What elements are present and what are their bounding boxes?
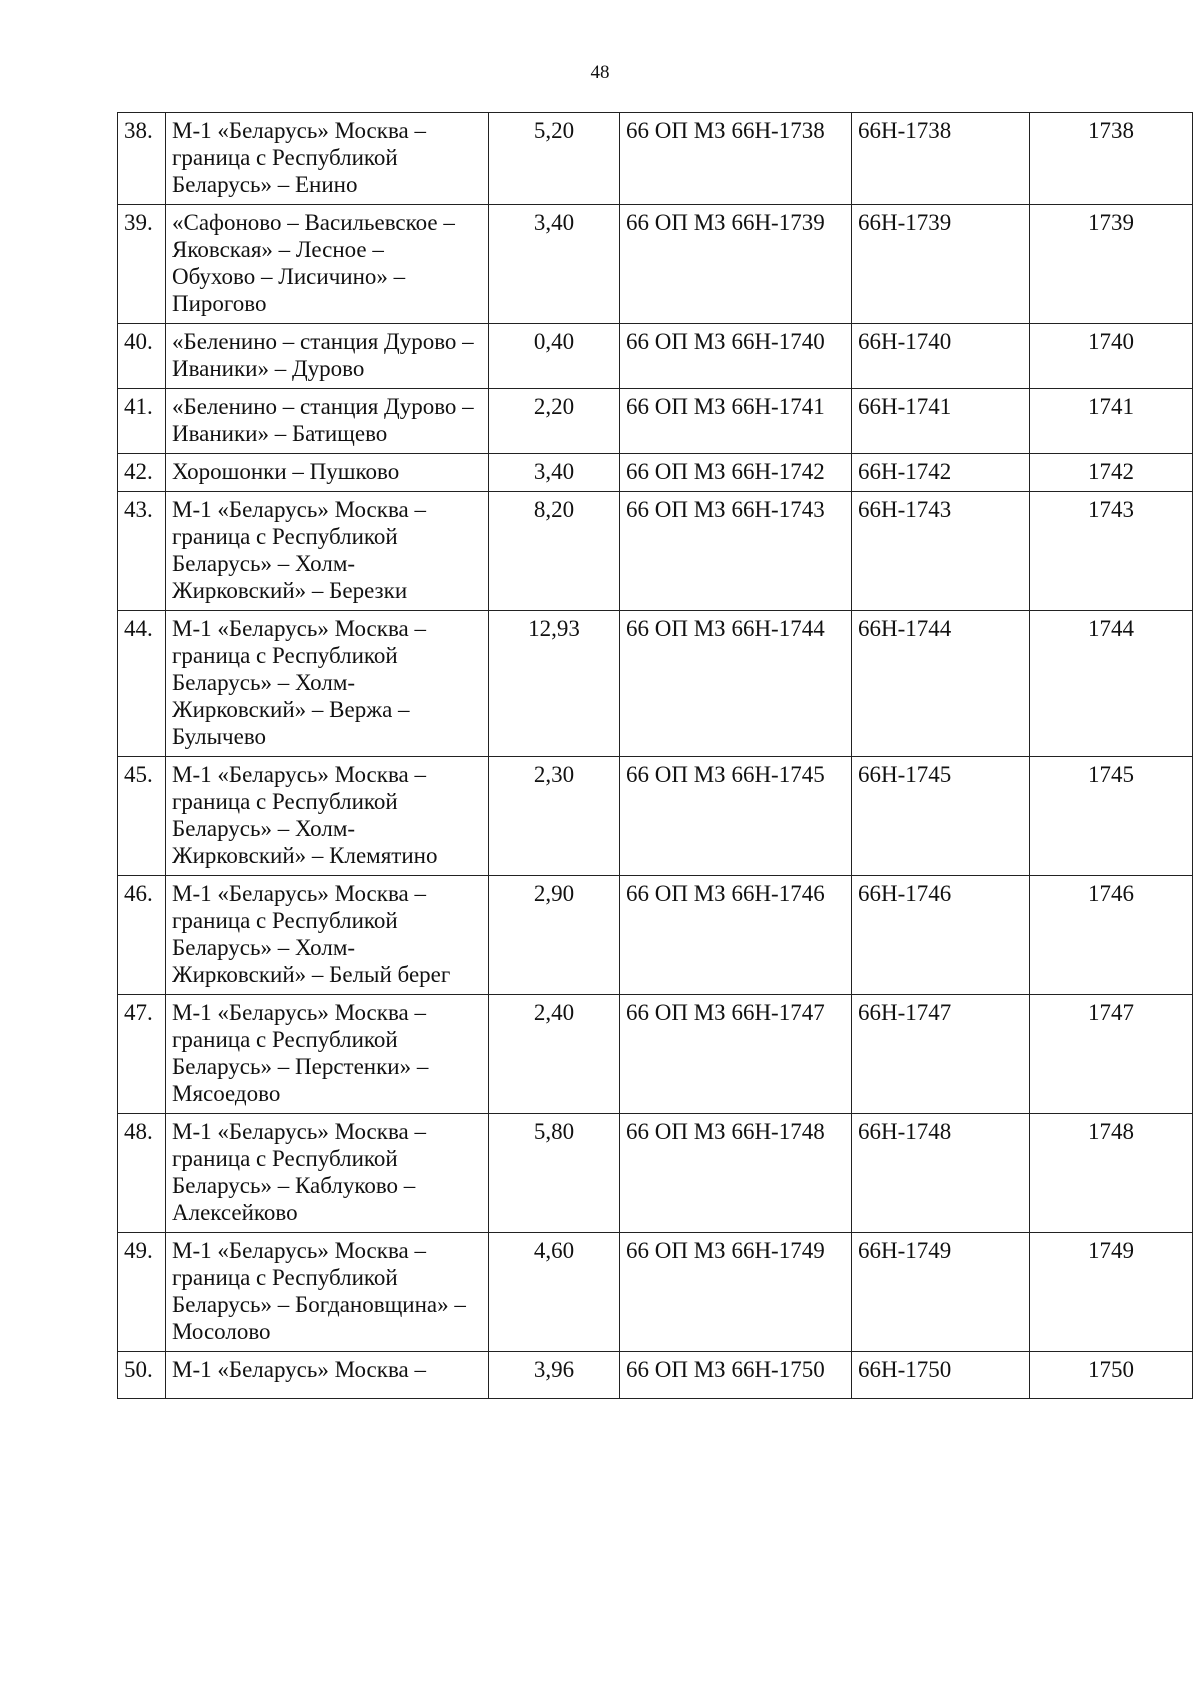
table-row (118, 1114, 1193, 1233)
road-registry-number: 1747 (1030, 995, 1193, 1114)
road-name-line: Жирковский» – Клемятино (172, 843, 438, 868)
road-length: 0,40 (489, 324, 620, 389)
row-number: 49. (118, 1233, 166, 1352)
table-row (118, 876, 1193, 995)
road-name-line: «Беленино – станция Дурово – (172, 394, 474, 419)
road-name-line: М-1 «Беларусь» Москва – (172, 118, 426, 143)
road-length: 3,40 (489, 205, 620, 324)
table-row (118, 205, 1193, 324)
roads-table-body (118, 113, 1193, 1399)
page-number: 48 (590, 62, 610, 83)
road-identifier: 66 ОП МЗ 66Н-1746 (620, 876, 852, 995)
road-name (166, 1114, 489, 1233)
road-code: 66Н-1739 (852, 205, 1030, 324)
road-identifier: 66 ОП МЗ 66Н-1740 (620, 324, 852, 389)
road-name (166, 324, 489, 389)
road-name-line: Беларусь» – Енино (172, 172, 358, 197)
road-length: 5,20 (489, 113, 620, 205)
road-name-line: М-1 «Беларусь» Москва – (172, 1238, 426, 1263)
road-name-line: М-1 «Беларусь» Москва – (172, 497, 426, 522)
road-name-line: Жирковский» – Вержа – (172, 697, 410, 722)
road-length: 3,40 (489, 454, 620, 492)
road-code: 66Н-1748 (852, 1114, 1030, 1233)
road-identifier: 66 ОП МЗ 66Н-1747 (620, 995, 852, 1114)
road-identifier: 66 ОП МЗ 66Н-1743 (620, 492, 852, 611)
road-name (166, 876, 489, 995)
road-code: 66Н-1743 (852, 492, 1030, 611)
table-row (118, 995, 1193, 1114)
road-name (166, 1352, 489, 1399)
road-name-line: М-1 «Беларусь» Москва – (172, 762, 426, 787)
road-registry-number: 1740 (1030, 324, 1193, 389)
road-length: 8,20 (489, 492, 620, 611)
road-name-line: Иваники» – Дурово (172, 356, 365, 381)
road-name-line: Яковская» – Лесное – (172, 237, 384, 262)
road-name-line: М-1 «Беларусь» Москва – (172, 881, 426, 906)
road-name-line: Мясоедово (172, 1081, 281, 1106)
table-row (118, 1352, 1193, 1399)
table-row (118, 389, 1193, 454)
table-row (118, 757, 1193, 876)
road-registry-number: 1745 (1030, 757, 1193, 876)
road-name-line: Беларусь» – Богдановщина» – (172, 1292, 466, 1317)
row-number: 38. (118, 113, 166, 205)
road-length: 12,93 (489, 611, 620, 757)
road-length: 2,90 (489, 876, 620, 995)
road-name-line: Булычево (172, 724, 267, 749)
table-row (118, 113, 1193, 205)
road-registry-number: 1749 (1030, 1233, 1193, 1352)
road-code: 66Н-1744 (852, 611, 1030, 757)
road-identifier: 66 ОП МЗ 66Н-1749 (620, 1233, 852, 1352)
road-name (166, 454, 489, 492)
road-registry-number: 1743 (1030, 492, 1193, 611)
road-name (166, 113, 489, 205)
road-name-line: Беларусь» – Перстенки» – (172, 1054, 429, 1079)
roads-table (117, 112, 1193, 1399)
table-row (118, 454, 1193, 492)
row-number: 45. (118, 757, 166, 876)
road-name-line: граница с Республикой (172, 1146, 398, 1171)
road-registry-number: 1748 (1030, 1114, 1193, 1233)
road-name-line: Хорошонки – Пушково (172, 459, 400, 484)
road-name (166, 389, 489, 454)
road-identifier: 66 ОП МЗ 66Н-1738 (620, 113, 852, 205)
road-name (166, 611, 489, 757)
road-code: 66Н-1740 (852, 324, 1030, 389)
road-identifier: 66 ОП МЗ 66Н-1741 (620, 389, 852, 454)
row-number: 41. (118, 389, 166, 454)
road-registry-number: 1739 (1030, 205, 1193, 324)
road-name-line: М-1 «Беларусь» Москва – (172, 616, 426, 641)
road-name-line: Мосолово (172, 1319, 271, 1344)
road-name-line: Алексейково (172, 1200, 298, 1225)
table-row (118, 1233, 1193, 1352)
road-identifier: 66 ОП МЗ 66Н-1739 (620, 205, 852, 324)
road-identifier: 66 ОП МЗ 66Н-1750 (620, 1352, 852, 1399)
road-name-line: Беларусь» – Холм- (172, 816, 356, 841)
road-name-line: Беларусь» – Каблуково – (172, 1173, 416, 1198)
road-name-line: Обухово – Лисичино» – (172, 264, 406, 289)
road-code: 66Н-1749 (852, 1233, 1030, 1352)
road-name (166, 492, 489, 611)
road-name-line: Пирогово (172, 291, 267, 316)
road-length: 2,20 (489, 389, 620, 454)
road-name-line: Беларусь» – Холм- (172, 670, 356, 695)
road-identifier: 66 ОП МЗ 66Н-1742 (620, 454, 852, 492)
road-length: 2,30 (489, 757, 620, 876)
road-length: 2,40 (489, 995, 620, 1114)
row-number: 50. (118, 1352, 166, 1399)
road-code: 66Н-1745 (852, 757, 1030, 876)
row-number: 44. (118, 611, 166, 757)
road-name (166, 205, 489, 324)
table-row (118, 611, 1193, 757)
road-registry-number: 1750 (1030, 1352, 1193, 1399)
table-row (118, 492, 1193, 611)
row-number: 39. (118, 205, 166, 324)
road-name-line: граница с Республикой (172, 1027, 398, 1052)
road-code: 66Н-1738 (852, 113, 1030, 205)
row-number: 47. (118, 995, 166, 1114)
road-length: 5,80 (489, 1114, 620, 1233)
road-name-line: граница с Республикой (172, 908, 398, 933)
road-code: 66Н-1747 (852, 995, 1030, 1114)
road-name-line: граница с Республикой (172, 1265, 398, 1290)
road-name-line: граница с Республикой (172, 789, 398, 814)
road-name-line: «Сафоново – Васильевское – (172, 210, 455, 235)
road-name (166, 995, 489, 1114)
row-number: 48. (118, 1114, 166, 1233)
road-name-line: Жирковский» – Белый берег (172, 962, 451, 987)
road-name-line: М-1 «Беларусь» Москва – (172, 1357, 426, 1382)
row-number: 40. (118, 324, 166, 389)
road-name-line: Беларусь» – Холм- (172, 551, 356, 576)
road-code: 66Н-1750 (852, 1352, 1030, 1399)
road-registry-number: 1741 (1030, 389, 1193, 454)
row-number: 46. (118, 876, 166, 995)
table-row (118, 324, 1193, 389)
road-name (166, 1233, 489, 1352)
road-name-line: Иваники» – Батищево (172, 421, 388, 446)
road-length: 4,60 (489, 1233, 620, 1352)
road-code: 66Н-1742 (852, 454, 1030, 492)
road-registry-number: 1744 (1030, 611, 1193, 757)
road-name-line: граница с Республикой (172, 145, 398, 170)
road-name-line: М-1 «Беларусь» Москва – (172, 1000, 426, 1025)
road-name-line: М-1 «Беларусь» Москва – (172, 1119, 426, 1144)
road-registry-number: 1738 (1030, 113, 1193, 205)
road-name-line: граница с Республикой (172, 524, 398, 549)
road-name-line: Жирковский» – Березки (172, 578, 408, 603)
road-identifier: 66 ОП МЗ 66Н-1745 (620, 757, 852, 876)
road-registry-number: 1746 (1030, 876, 1193, 995)
row-number: 42. (118, 454, 166, 492)
road-code: 66Н-1746 (852, 876, 1030, 995)
row-number: 43. (118, 492, 166, 611)
road-length: 3,96 (489, 1352, 620, 1399)
road-identifier: 66 ОП МЗ 66Н-1748 (620, 1114, 852, 1233)
road-name-line: граница с Республикой (172, 643, 398, 668)
road-name-line: Беларусь» – Холм- (172, 935, 356, 960)
road-identifier: 66 ОП МЗ 66Н-1744 (620, 611, 852, 757)
road-name-line: «Беленино – станция Дурово – (172, 329, 474, 354)
road-name (166, 757, 489, 876)
road-registry-number: 1742 (1030, 454, 1193, 492)
road-code: 66Н-1741 (852, 389, 1030, 454)
